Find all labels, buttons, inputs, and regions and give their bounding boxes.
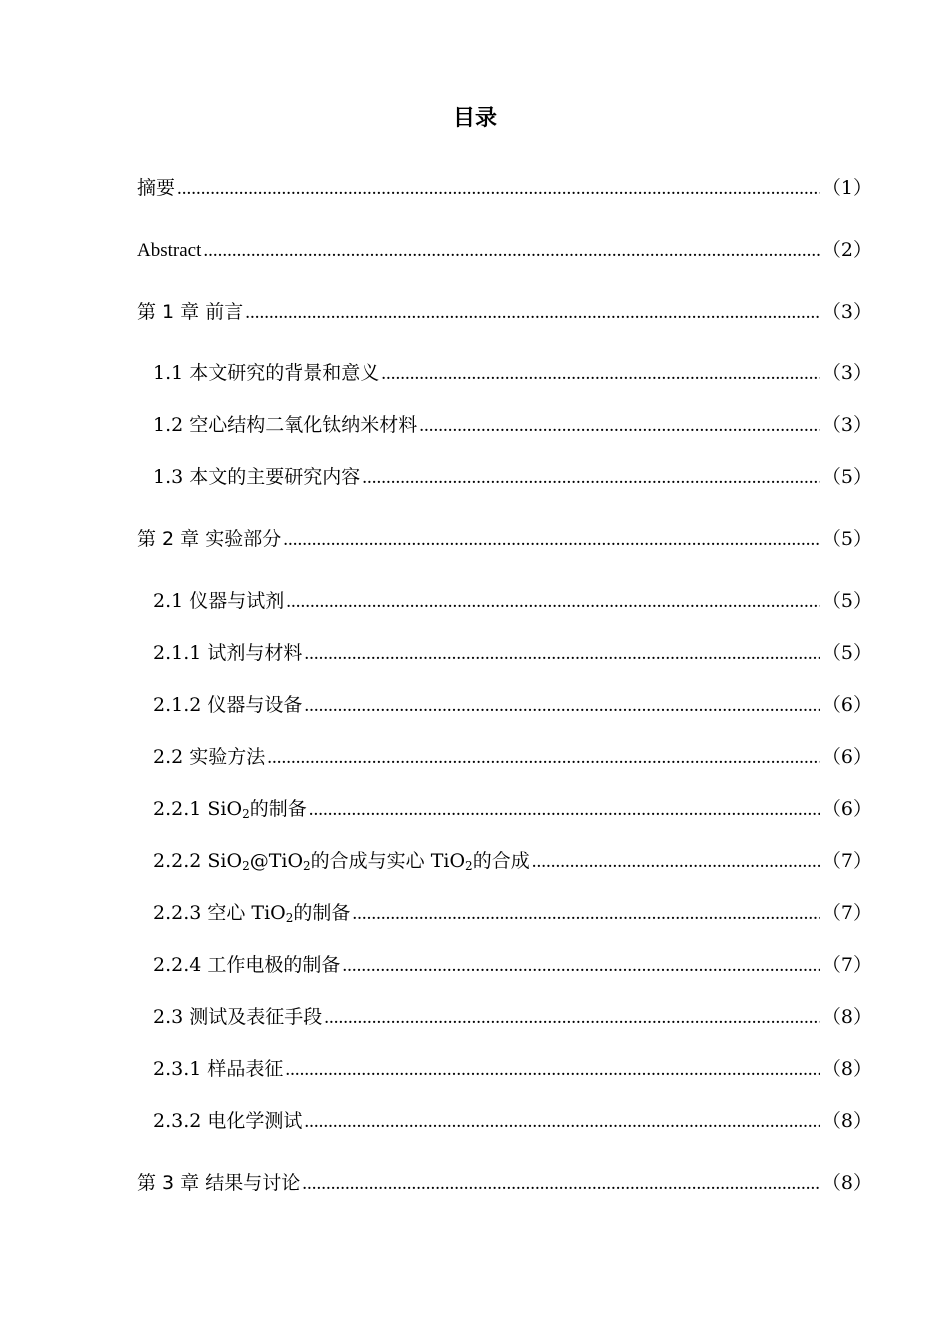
toc-label: 2.2 实验方法 (153, 746, 266, 768)
label-text: 的制备 (249, 798, 307, 820)
toc-label: 2.1 仪器与试剂 (153, 590, 285, 612)
subscript: 2 (465, 859, 473, 873)
dot-leader (342, 952, 820, 980)
toc-entry-2-2[interactable] (153, 743, 872, 771)
page-title: 目录 (452, 106, 497, 131)
dot-leader (304, 1108, 820, 1136)
toc-label: 2.1.2 仪器与设备 (153, 694, 303, 716)
toc-page-number: （7） (821, 850, 872, 872)
toc-entry-2-2-2[interactable] (153, 847, 872, 875)
toc-entry-2-2-1[interactable] (153, 795, 872, 823)
toc-page-number: （6） (821, 746, 872, 768)
dot-leader (285, 1056, 820, 1084)
dot-leader (245, 299, 820, 327)
label-text: 的制备 (293, 902, 351, 924)
toc-label: Abstract (137, 240, 202, 261)
dot-leader (267, 744, 820, 772)
label-text: 2.2.1 SiO (153, 798, 243, 820)
dot-leader (304, 692, 820, 720)
toc-page-number: （7） (821, 954, 872, 976)
toc-entry-chapter-1[interactable] (137, 298, 872, 326)
subscript: 2 (285, 911, 294, 925)
toc-page-number: （7） (821, 902, 872, 924)
toc-label: 2.3.1 样品表征 (153, 1058, 284, 1080)
subscript: 2 (242, 859, 250, 873)
dot-leader (304, 640, 820, 668)
toc-entry-2-1[interactable] (153, 587, 872, 615)
toc-entry-chapter-2[interactable] (137, 525, 872, 553)
toc-entry-abstract-en[interactable] (137, 236, 872, 264)
toc-label: 2.2.4 工作电极的制备 (153, 954, 341, 976)
toc-page-number: （6） (821, 798, 872, 820)
toc-entry-2-1-2[interactable] (153, 691, 872, 719)
toc-page-number: （2） (821, 239, 872, 261)
label-text: @TiO (249, 850, 304, 872)
toc-label: 第 3 章 结果与讨论 (137, 1172, 301, 1194)
toc-entry-1-1[interactable] (153, 359, 872, 387)
label-text: 的合成与实心 TiO (310, 850, 466, 872)
toc-label: 2.3.2 电化学测试 (153, 1110, 303, 1132)
toc-page-number: （6） (821, 694, 872, 716)
toc-entry-2-2-4[interactable] (153, 951, 872, 979)
toc-page-number: （1） (821, 177, 872, 199)
dot-leader (419, 412, 820, 440)
toc-page-number: （8） (821, 1006, 872, 1028)
toc-page-number: （3） (821, 362, 872, 384)
toc-page-number: （5） (821, 466, 872, 488)
toc-label: 1.1 本文研究的背景和意义 (153, 362, 380, 384)
toc-entry-2-3-1[interactable] (153, 1055, 872, 1083)
toc-label: 第 2 章 实验部分 (137, 528, 282, 550)
toc-label: 1.3 本文的主要研究内容 (153, 466, 361, 488)
toc-entry-2-1-1[interactable] (153, 639, 872, 667)
toc-page-number: （5） (821, 590, 872, 612)
label-text: 的合成 (472, 850, 530, 872)
toc-label: 2.3 测试及表征手段 (153, 1006, 323, 1028)
toc-label (153, 795, 307, 825)
toc-page-number: （5） (821, 528, 872, 550)
toc-page-number: （8） (821, 1172, 872, 1194)
subscript: 2 (242, 807, 250, 821)
toc-entry-1-3[interactable] (153, 463, 872, 491)
toc-page-number: （8） (821, 1110, 872, 1132)
dot-leader (352, 900, 820, 928)
toc-label: 第 1 章 前言 (137, 301, 244, 323)
dot-leader (532, 848, 820, 876)
toc-page-number: （8） (821, 1058, 872, 1080)
toc-entry-1-2[interactable] (153, 411, 872, 439)
toc-label: 2.1.1 试剂与材料 (153, 642, 303, 664)
toc-page-number: （3） (821, 414, 872, 436)
dot-leader (177, 175, 820, 203)
toc-label: 摘要 (137, 177, 176, 199)
dot-leader (203, 237, 820, 265)
dot-leader (283, 526, 820, 554)
toc-entry-2-3-2[interactable] (153, 1107, 872, 1135)
toc-label (153, 847, 530, 877)
toc-entry-2-2-3[interactable] (153, 899, 872, 927)
dot-leader (309, 796, 820, 824)
toc-label (153, 899, 350, 929)
toc-entry-chapter-3[interactable] (137, 1169, 872, 1197)
dot-leader (324, 1004, 820, 1032)
toc-label: 1.2 空心结构二氧化钛纳米材料 (153, 414, 418, 436)
dot-leader (302, 1170, 820, 1198)
dot-leader (381, 360, 820, 388)
toc-page-number: （5） (821, 642, 872, 664)
dot-leader (362, 464, 820, 492)
toc-entry-abstract-cn[interactable] (137, 174, 872, 202)
subscript: 2 (303, 859, 311, 873)
toc-entry-2-3[interactable] (153, 1003, 872, 1031)
toc-page-number: （3） (821, 301, 872, 323)
label-text: 2.2.3 空心 TiO (153, 902, 286, 924)
label-text: 2.2.2 SiO (153, 850, 243, 872)
dot-leader (286, 588, 820, 616)
